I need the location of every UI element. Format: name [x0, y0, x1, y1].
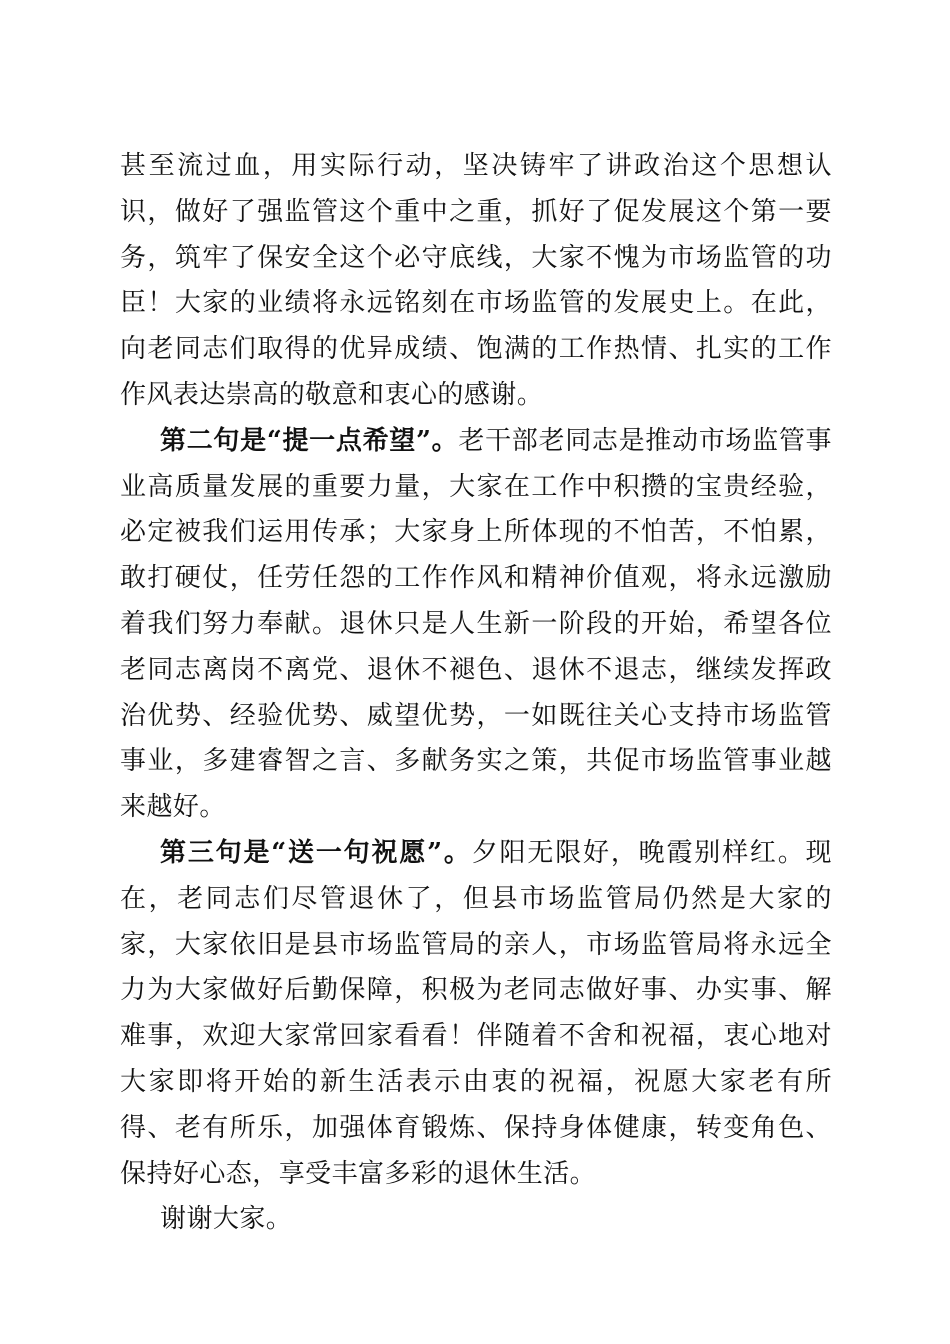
paragraph-heading: 第二句是“提一点希望”。	[160, 425, 459, 456]
paragraph-text: 夕阳无限好，晚霞别样红。现在，老同志们尽管退休了，但县市场监管局仍然是大家的家，大家依旧是县市场监管局的亲人，市场监管局将永远全力为大家做好后勤保障，积极为老同志做好事、办实事、解难事，欢迎大家常回家看看！伴随着不舍和祝福，衷心地对大家即将开始的新生活表示由衷的祝福，祝愿大家老有所得、老有所乐，加强体育锻炼、保持身体健康，转变角色、保持好心态，享受丰富多彩的退休生活。	[120, 837, 832, 1189]
paragraph-second-point	[120, 419, 832, 831]
paragraph-continuation	[120, 144, 832, 419]
paragraph-heading: 第三句是“送一句祝愿”。	[160, 837, 472, 868]
paragraph-third-point	[120, 831, 832, 1197]
paragraph-text: 老干部老同志是推动市场监管事业高质量发展的重要力量，大家在工作中积攒的宝贵经验，必定被我们运用传承；大家身上所体现的不怕苦，不怕累，敢打硬仗，任劳任怨的工作作风和精神价值观，将永远激励着我们努力奉献。退休只是人生新一阶段的开始，希望各位老同志离岗不离党、退休不褪色、退休不退志，继续发挥政治优势、经验优势、威望优势，一如既往关心支持市场监管事业，多建睿智之言、多献务实之策，共促市场监管事业越来越好。	[120, 425, 832, 823]
closing-remark	[120, 1197, 832, 1243]
paragraph-text: 甚至流过血，用实际行动，坚决铸牢了讲政治这个思想认识，做好了强监管这个重中之重，抓好了促发展这个第一要务，筑牢了保安全这个必守底线，大家不愧为市场监管的功臣！大家的业绩将永远铭刻在市场监管的发展史上。在此，向老同志们取得的优异成绩、饱满的工作热情、扎实的工作作风表达崇高的敬意和衷心的感谢。	[120, 151, 832, 410]
paragraph-text: 谢谢大家。	[160, 1204, 293, 1235]
body-text	[120, 144, 832, 1243]
